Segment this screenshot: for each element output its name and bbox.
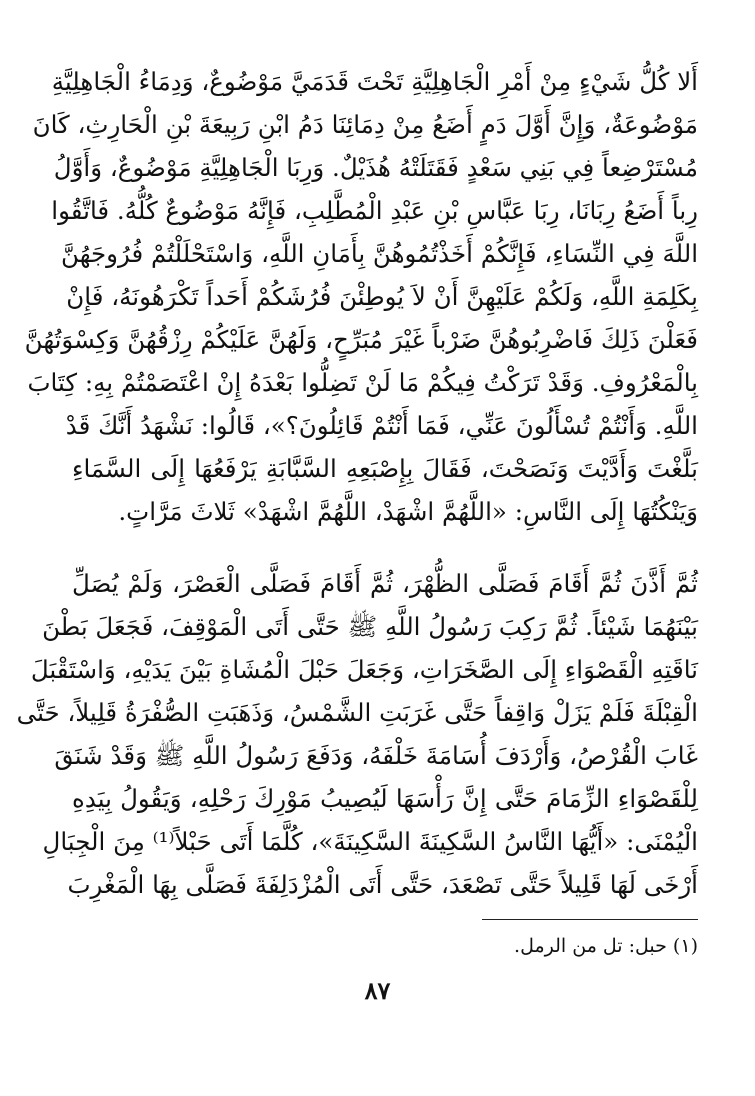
text-line: غَابَ الْقُرْصُ، وَأَرْدَفَ أُسَامَةَ خَلْفَهُ، وَدَفَعَ رَسُولُ اللَّهِ ﷺ وَقَدْ شَنَقَ	[54, 741, 698, 770]
text-line: الْقِبْلَةَ فَلَمْ يَزَلْ وَاقِفاً حَتَّى غَرَبَتِ الشَّمْسُ، وَذَهَبَتِ الصُّفْرَةُ قَلِيلاً، حَتَّى	[16, 698, 698, 727]
text-line: أَرْخَى لَهَا قَلِيلاً حَتَّى تَصْعَدَ، حَتَّى أَتَى الْمُزْدَلِفَةَ فَصَلَّى بِهَا الْمَغْرِبَ	[67, 870, 698, 899]
text-line: أَلا كُلُّ شَيْءٍ مِنْ أَمْرِ الْجَاهِلِيَّةِ تَحْتَ قَدَمَيَّ مَوْضُوعٌ، وَدِمَاءُ الْجَاهِلِيَّةِ	[51, 67, 698, 96]
page-number: ٨٧	[364, 976, 391, 1005]
text-line: اللَّهِ. وَأَنْتُمْ تُسْأَلُونَ عَنِّي، فَمَا أَنْتُمْ قَائِلُونَ؟»، قَالُوا: نَشْهَدُ أَنَّكَ قَدْ	[65, 411, 698, 440]
paragraph-2	[16, 562, 698, 906]
text-line: نَاقَتِهِ الْقَصْوَاءِ إِلَى الصَّخَرَاتِ، وَجَعَلَ حَبْلَ الْمُشَاةِ بَيْنَ يَدَيْهِ، وَاسْتَقْبَلَ	[30, 655, 698, 684]
text-line: رِباً أَضَعُ رِبَانَا، رِبَا عَبَّاسِ بْنِ عَبْدِ الْمُطَّلِبِ، فَإِنَّهُ مَوْضُوعٌ كُلُّهُ. فَاتَّقُوا	[51, 196, 698, 225]
text-line: بِكَلِمَةِ اللَّهِ، وَلَكُمْ عَلَيْهِنَّ أَنْ لاَ يُوطِئْنَ فُرُشَكُمْ أَحَداً تَكْرَهُونَهُ، فَإِنْ	[66, 282, 698, 311]
text-line: اللَّهَ فِي النِّسَاءِ، فَإِنَّكُمْ أَخَذْتُمُوهُنَّ بِأَمَانِ اللَّهِ، وَاسْتَحْلَلْتُمْ فُرُوجَهُنَّ	[61, 239, 698, 268]
text-line: بِالْمَعْرُوفِ. وَقَدْ تَرَكْتُ فِيكُمْ مَا لَنْ تَضِلُّوا بَعْدَهُ إِنْ اعْتَصَمْتُمْ بِهِ: كِتَابَ	[27, 368, 698, 397]
text-line: لِلْقَصْوَاءِ الزِّمَامَ حَتَّى إِنَّ رَأْسَهَا لَيُصِيبُ مَوْرِكَ رَحْلِهِ، وَيَقُولُ بِيَدِهِ	[72, 784, 698, 813]
text-line: ثُمَّ أَذَّنَ ثُمَّ أَقَامَ فَصَلَّى الظُّهْرَ، ثُمَّ أَقَامَ فَصَلَّى الْعَصْرَ، وَلَمْ يُصَلِّ	[72, 569, 698, 598]
footnote: (١) حبل: تل من الرمل.	[514, 935, 698, 957]
paragraph-1	[24, 60, 698, 533]
text-line: وَيَنْكُتُهَا إِلَى النَّاسِ: «اللَّهُمَّ اشْهَدْ، اللَّهُمَّ اشْهَدْ» ثَلاثَ مَرَّاتٍ.	[118, 497, 698, 526]
text-line: بَيْنَهُمَا شَيْئاً. ثُمَّ رَكِبَ رَسُولُ اللَّهِ ﷺ حَتَّى أَتَى الْمَوْقِفَ، فَجَعَلَ بَطْنَ	[42, 612, 698, 641]
text-line: مَوْضُوعَةٌ، وَإِنَّ أَوَّلَ دَمٍ أَضَعُ مِنْ دِمَائِنَا دَمُ ابْنِ رَبِيعَةَ بْنِ الْحَارِثِ، كَانَ	[32, 110, 698, 139]
text-line: الْيُمْنَى: «أَيُّهَا النَّاسُ السَّكِينَةَ السَّكِينَةَ»، كُلَّمَا أَتَى حَبْلاً⁽¹⁾ مِنَ الْجِبَالِ	[42, 827, 698, 856]
footnote-separator	[482, 919, 698, 920]
text-line: بَلَّغْتَ وَأَدَّيْتَ وَنَصَحْتَ، فَقَالَ بِإِصْبَعِهِ السَّبَّابَةِ يَرْفَعُهَا إِلَى السَّمَاءِ	[72, 454, 698, 483]
text-line: فَعَلْنَ ذَلِكَ فَاضْرِبُوهُنَّ ضَرْباً غَيْرَ مُبَرِّحٍ، وَلَهُنَّ عَلَيْكُمْ رِزْقُهُنَّ وَكِسْوَتُهُنَّ	[24, 325, 698, 354]
text-line: مُسْتَرْضِعاً فِي بَنِي سَعْدٍ فَقَتَلَتْهُ هُذَيْلٌ. وَرِبَا الْجَاهِلِيَّةِ مَوْضُوعٌ، وَأَوَّلُ	[53, 153, 698, 182]
